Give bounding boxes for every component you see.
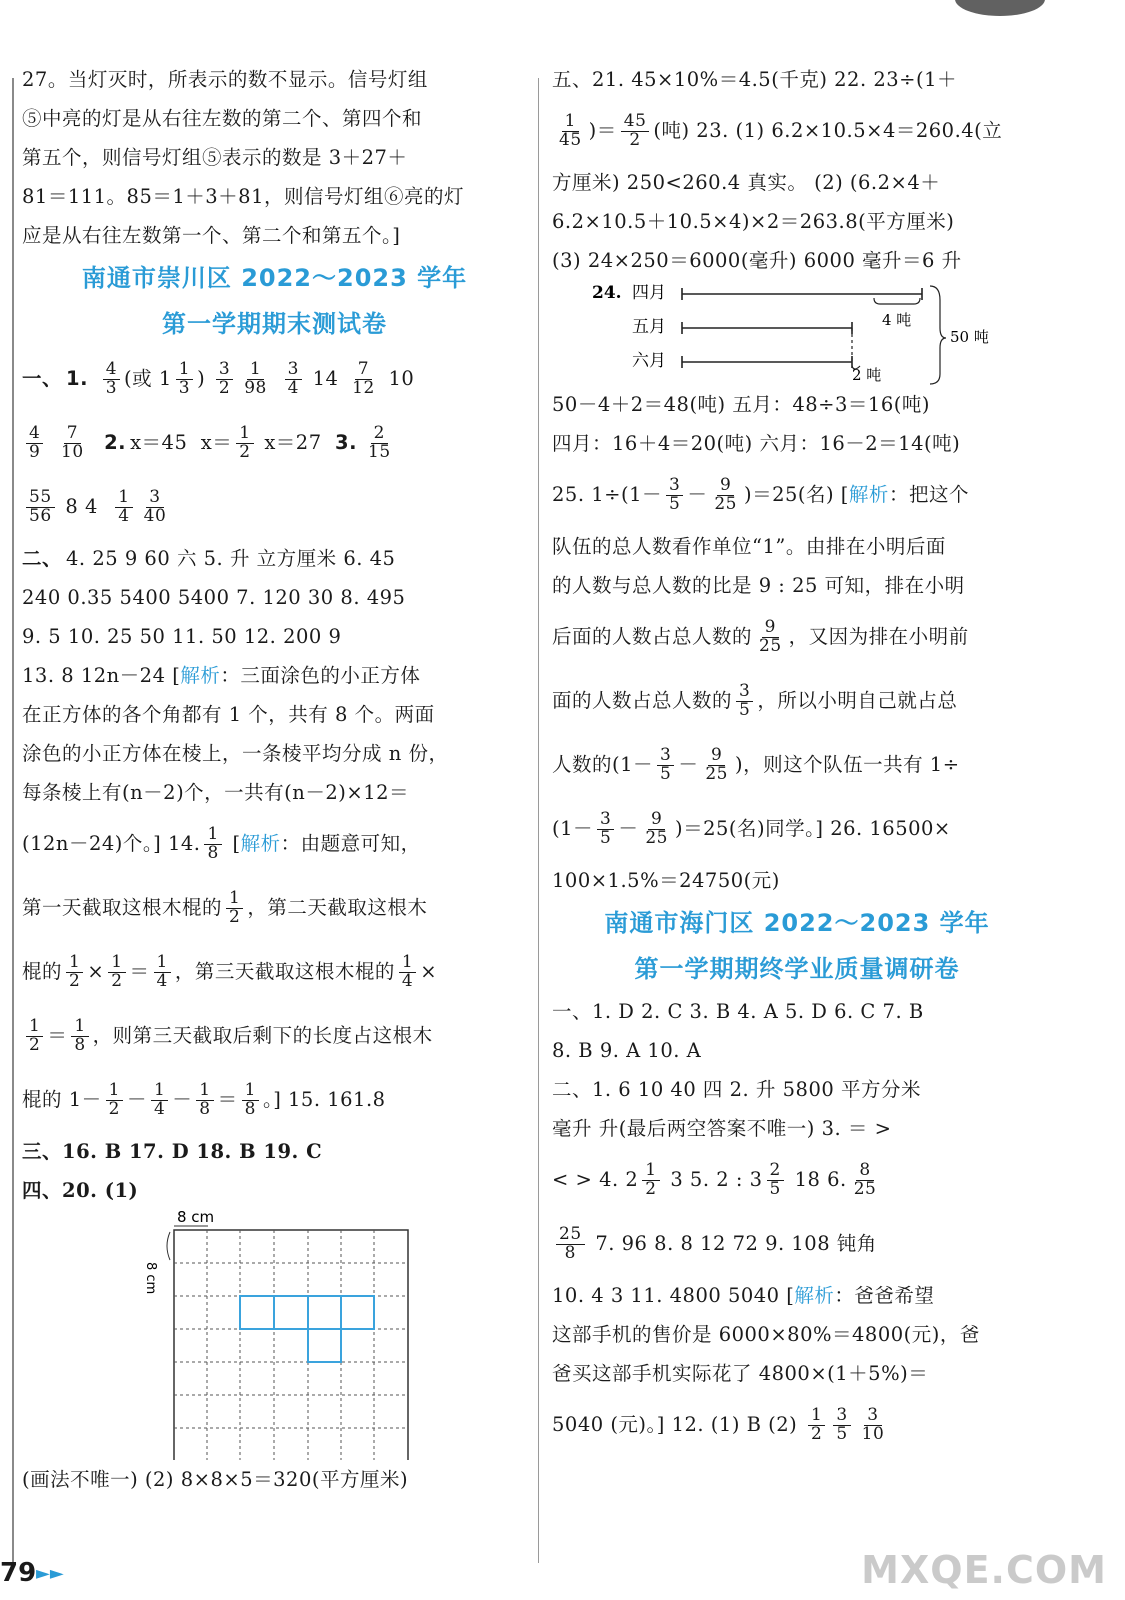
- grid-drawing: [22, 1210, 527, 1460]
- answer-line: 队伍的总人数看作单位“1”。由排在小明后面: [552, 535, 946, 558]
- answer-line: 10. 4 3 11. 4800 5040 [解析：爸爸希望: [552, 1284, 935, 1307]
- answer-line: 方厘米) 250<260.4 真实。 (2) (6.2×4＋: [552, 171, 941, 194]
- right-column: [552, 60, 1042, 1457]
- width-label: 8 cm: [177, 1210, 215, 1226]
- answer-line: 25. 1÷(1－ $\frac{3}{5}$ － $\frac{9}{25}$ )＝25(名) [解析：把这个: [552, 475, 969, 514]
- answer-line: 240 0.35 5400 5400 7. 120 30 8. 495: [22, 586, 406, 609]
- left-margin-rule: [12, 78, 14, 1563]
- scan-blemish: [955, 0, 1045, 16]
- section-heading: 南通市崇川区 2022～2023 学年: [81, 264, 468, 292]
- answer-line: 爸买这部手机实际花了 4800×(1＋5%)＝: [552, 1362, 929, 1385]
- answer-line: 9. 5 10. 25 50 11. 50 12. 200 9: [22, 625, 342, 648]
- answer-line: 四、20. (1): [22, 1179, 139, 1202]
- answer-line: (12n－24)个。] 14. $\frac{1}{8}$ [解析：由题意可知，: [22, 824, 421, 863]
- line-segment-diagram: [552, 280, 1022, 385]
- diff-label: 4 吨: [882, 311, 912, 329]
- answer-line: 涂色的小正方体在棱上，一条棱平均分成 n 份，: [22, 742, 449, 765]
- column-divider: [538, 78, 539, 1563]
- fraction: $\frac{4}{9}$: [26, 425, 43, 462]
- fraction: $\frac{3}{4}$: [285, 361, 302, 398]
- page-arrows: ►►: [36, 1563, 64, 1584]
- fraction: $\frac{7}{10}$: [61, 423, 84, 462]
- fraction: $\frac{7}{12}$: [352, 359, 375, 398]
- bar-label: 24.: [592, 283, 622, 303]
- answer-line: 6.2×10.5＋10.5×4)×2＝263.8(平方厘米): [552, 210, 955, 233]
- answer-line: 第五个，则信号灯组⑤表示的数是 3＋27＋: [22, 146, 408, 169]
- answer-line: 棍的 1－ $\frac{1}{2}$ － $\frac{1}{4}$ － $\frac{1}{8}$ ＝ $\frac{1}{8}$ 。] 15. 161.8: [22, 1080, 386, 1119]
- fraction: $\frac{3}{40}$: [143, 487, 167, 526]
- answer-line: 一、1. D 2. C 3. B 4. A 5. D 6. C 7. B: [552, 1000, 924, 1023]
- answer-line: 13. 8 12n－24 [解析：三面涂色的小正方体: [22, 664, 421, 687]
- answer-line: 100×1.5%＝24750(元): [552, 869, 780, 892]
- answer-line: 27。当灯灭时，所表示的数不显示。信号灯组: [22, 68, 428, 91]
- section-heading: 第一学期期末测试卷: [162, 310, 387, 338]
- answer-line: 面的人数占总人数的 $\frac{3}{5}$ ，所以小明自己就占总: [552, 681, 958, 720]
- fraction: $\frac{1}{3}$: [176, 361, 193, 398]
- fraction: $\frac{1}{4}$: [115, 489, 132, 526]
- watermark: MXQE.COM: [861, 1548, 1107, 1592]
- answer-line: 人数的(1－ $\frac{3}{5}$ － $\frac{9}{25}$ )，则这个队伍一共有 1÷: [552, 745, 960, 784]
- bar-label: 五月: [632, 317, 666, 337]
- answer-line: 一、 1. $\frac{4}{3}$ (或 1 $\frac{1}{3}$ ) $\frac{3}{2}$ $\frac{1}{98}$ $\frac{3}{4}$ 14 $\frac{7}{12}$ 10: [22, 359, 415, 398]
- answer-line: 后面的人数占总人数的 $\frac{9}{25}$ ，又因为排在小明前: [552, 617, 969, 656]
- answer-line: (画法不唯一) (2) 8×8×5＝320(平方厘米): [22, 1468, 409, 1491]
- bar-label: 六月: [632, 351, 666, 371]
- answer-line: $\frac{1}{2}$ ＝ $\frac{1}{8}$ ，则第三天截取后剩下的长度占这根木: [22, 1004, 527, 1068]
- answer-line: 棍的 $\frac{1}{2}$ × $\frac{1}{2}$ ＝ $\frac{1}{4}$ ，第三天截取这根木棍的 $\frac{1}{4}$ ×: [22, 952, 438, 991]
- left-column: [22, 60, 527, 1499]
- answer-line: $\frac{55}{56}$ 8 4 $\frac{1}{4}$ $\frac{3}{40}$: [22, 475, 527, 539]
- answer-line: 二、 4. 25 9 60 六 5. 升 立方厘米 6. 45: [22, 547, 396, 570]
- answer-line: (1－ $\frac{3}{5}$ － $\frac{9}{25}$ )＝25(名)同学。] 26. 16500×: [552, 809, 951, 848]
- answer-line: < > 4. 2 $\frac{1}{2}$ 3 5. 2 : 3 $\frac{2}{5}$ 18 6. $\frac{8}{25}$: [552, 1160, 877, 1199]
- fraction: $\frac{1}{8}$: [204, 826, 221, 863]
- answer-line: 50－4＋2＝48(吨) 五月：48÷3＝16(吨): [552, 393, 930, 416]
- answer-line: (3) 24×250＝6000(毫升) 6000 毫升＝6 升: [552, 249, 962, 272]
- fraction: $\frac{2}{15}$: [368, 423, 391, 462]
- answer-line: 二、1. 6 10 40 四 2. 升 5800 平方分米: [552, 1078, 921, 1101]
- answer-line: 应是从右往左数第一个、第二个和第五个。]: [22, 224, 401, 247]
- answer-line: 的人数与总人数的比是 9 : 25 可知，排在小明: [552, 574, 965, 597]
- total-label: 50 吨: [950, 328, 989, 346]
- answer-line: 这部手机的售价是 6000×80%＝4800(元)，爸: [552, 1323, 980, 1346]
- height-label: 8 cm: [143, 1262, 158, 1295]
- fraction: $\frac{1}{2}$: [236, 425, 253, 462]
- fraction: $\frac{1}{98}$: [244, 359, 267, 398]
- answer-line: 五、21. 45×10%＝4.5(千克) 22. 23÷(1＋: [552, 68, 958, 91]
- answer-line: 在正方体的各个角都有 1 个，共有 8 个。两面: [22, 703, 435, 726]
- section-mark: 一、: [22, 367, 63, 390]
- section-heading: 第一学期期终学业质量调研卷: [634, 955, 960, 983]
- answer-line: $\frac{25}{8}$ 7. 96 8. 8 12 72 9. 108 钝角: [552, 1212, 1042, 1276]
- fraction: $\frac{55}{56}$: [26, 489, 55, 526]
- answer-line: 81＝111。85＝1＋3＋81，则信号灯组⑥亮的灯: [22, 185, 464, 208]
- answer-line: 每条棱上有(n－2)个，一共有(n－2)×12＝: [22, 781, 410, 804]
- cube-net: [240, 1296, 374, 1362]
- answer-line: $\frac{4}{9}$ $\frac{7}{10}$ 2. x＝45 x＝ $\frac{1}{2}$ x＝27 3. $\frac{2}{15}$: [22, 411, 527, 475]
- diff-label: 2 吨: [852, 366, 882, 384]
- fraction: $\frac{3}{2}$: [216, 361, 233, 398]
- answer-line: 毫升 升(最后两空答案不唯一) 3. ＝ >: [552, 1117, 892, 1140]
- bar-label: 四月: [632, 283, 666, 303]
- answer-line: ⑤中亮的灯是从右往左数的第二个、第四个和: [22, 107, 423, 130]
- answer-line: 第一天截取这根木棍的 $\frac{1}{2}$ ，第二天截取这根木: [22, 888, 428, 927]
- bar-diagram: [552, 280, 1042, 385]
- answer-line: 8. B 9. A 10. A: [552, 1039, 702, 1062]
- page-number: 79: [0, 1558, 37, 1588]
- answer-line: 四月：16＋4＝20(吨) 六月：16－2＝14(吨): [552, 432, 961, 455]
- question-number: 1.: [66, 367, 88, 390]
- fraction: $\frac{1}{2}$: [226, 890, 243, 927]
- dot-grid-figure: [22, 1210, 422, 1460]
- answer-line: $\frac{1}{45}$ )＝ $\frac{45}{2}$ (吨) 23. (1) 6.2×10.5×4＝260.4(立: [559, 111, 1003, 150]
- answer-line: 三、16. B 17. D 18. B 19. C: [22, 1140, 323, 1163]
- fraction: $\frac{4}{3}$: [103, 361, 120, 398]
- answer-line: 5040 (元)。] 12. (1) B (2) $\frac{1}{2}$ $\frac{3}{5}$ $\frac{3}{10}$: [552, 1405, 885, 1444]
- section-heading: 南通市海门区 2022～2023 学年: [604, 909, 990, 937]
